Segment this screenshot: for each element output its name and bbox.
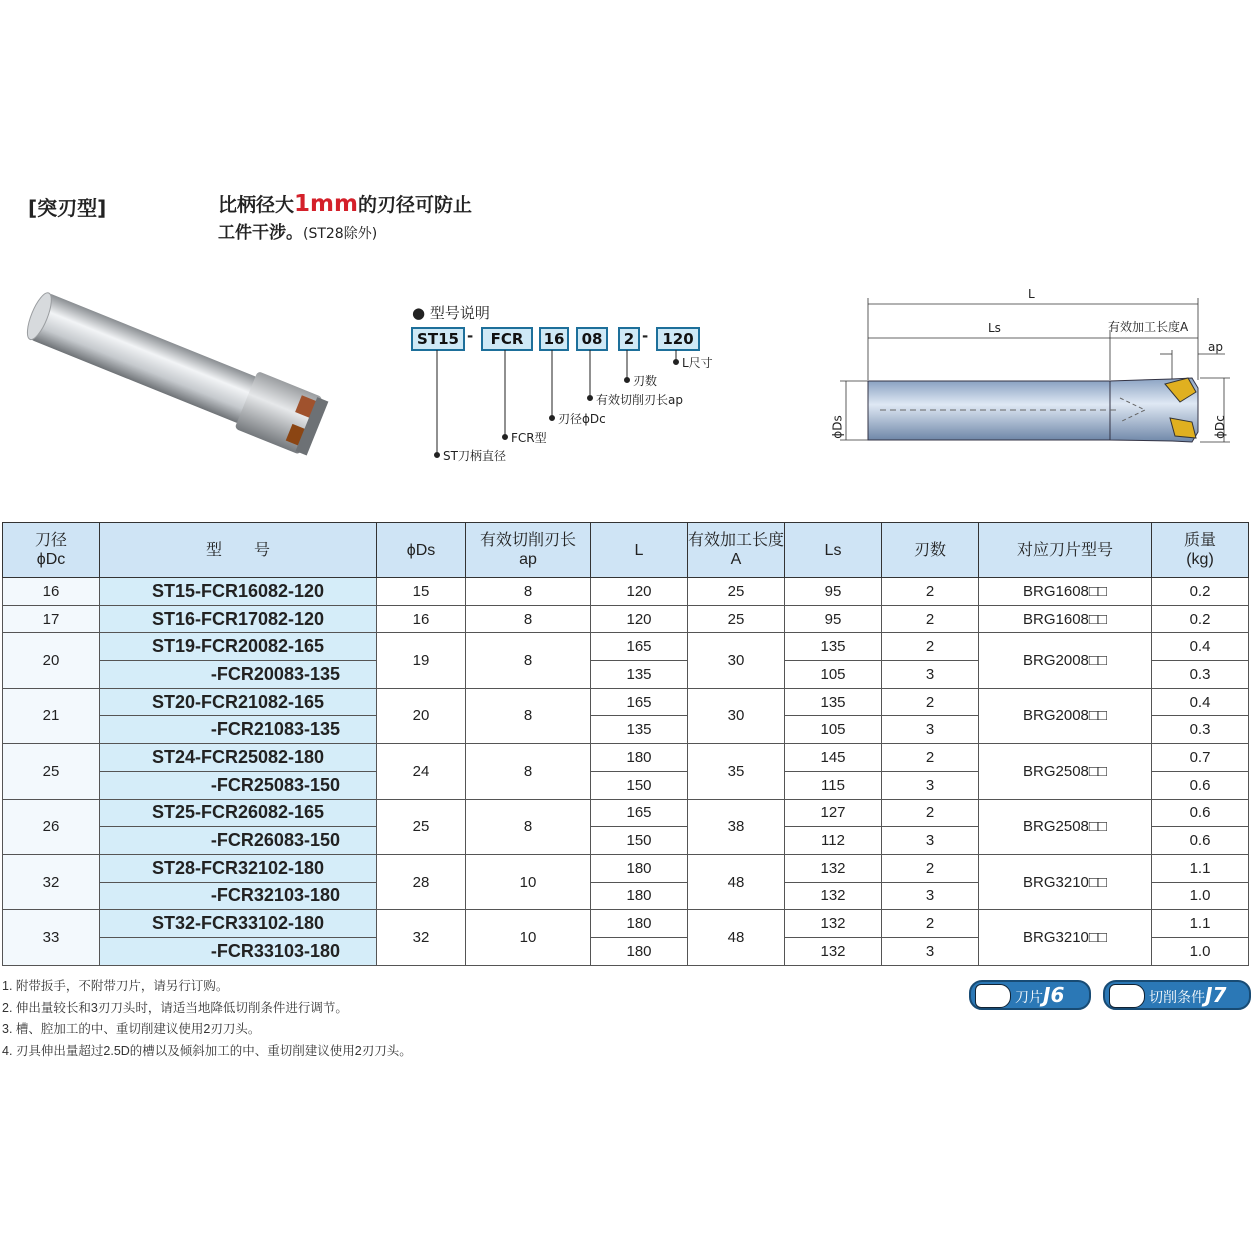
cell-mass: 0.3 — [1152, 661, 1249, 689]
cell-mass: 1.0 — [1152, 937, 1249, 965]
note-4: 4. 刃具伸出量超过2.5D的槽以及倾斜加工的中、重切削建议使用2刃刀头。 — [2, 1043, 412, 1058]
cell-mass: 0.4 — [1152, 633, 1249, 661]
dim-ap: ap — [1208, 340, 1223, 354]
cell-ds: 20 — [377, 688, 466, 743]
cell-model: -FCR32103-180 — [100, 882, 377, 910]
cell-insert: BRG3210□□ — [979, 910, 1152, 965]
model-explain-title: ● 型号说明 — [412, 304, 490, 322]
cell-model: ST25-FCR26082-165 — [100, 799, 377, 827]
cell-model: ST20-FCR21082-165 — [100, 688, 377, 716]
label-length: L尺寸 — [682, 356, 713, 370]
cell-teeth: 3 — [882, 882, 979, 910]
cell-mass: 1.1 — [1152, 910, 1249, 938]
cell-teeth: 2 — [882, 799, 979, 827]
cell-model: ST19-FCR20082-165 — [100, 633, 377, 661]
cell-insert: BRG2508□□ — [979, 799, 1152, 854]
cell-dc: 21 — [3, 688, 100, 743]
headline-line2-text: 工件干涉。 — [218, 223, 303, 243]
cell-model: ST16-FCR17082-120 — [100, 605, 377, 633]
cell-ap: 8 — [466, 799, 591, 854]
cell-model: -FCR20083-135 — [100, 661, 377, 689]
code-dash-1: - — [467, 327, 474, 345]
cell-ap: 8 — [466, 744, 591, 799]
cell-L: 150 — [591, 827, 688, 855]
notes — [2, 976, 412, 1062]
cell-model: ST15-FCR16082-120 — [100, 578, 377, 606]
cell-teeth: 2 — [882, 605, 979, 633]
headline-red: 1mm — [294, 191, 358, 217]
cell-teeth: 3 — [882, 827, 979, 855]
cell-ap: 10 — [466, 910, 591, 965]
headline-line2-note: (ST28除外) — [303, 226, 378, 242]
col-model: 型 号 — [100, 523, 377, 578]
label-type: FCR型 — [511, 431, 547, 445]
label-shank: ST刀柄直径 — [443, 449, 506, 463]
col-insert: 对应刀片型号 — [979, 523, 1152, 578]
cell-model: -FCR21083-135 — [100, 716, 377, 744]
cell-Ls: 132 — [785, 854, 882, 882]
note-3: 3. 槽、腔加工的中、重切削建议使用2刃刀头。 — [2, 1022, 261, 1036]
headline-pre: 比柄径大 — [218, 194, 295, 216]
cell-dc: 17 — [3, 605, 100, 633]
cell-Ls: 105 — [785, 716, 882, 744]
label-diameter: 刃径ϕDc — [558, 412, 606, 426]
cell-teeth: 2 — [882, 744, 979, 772]
cell-Ls: 95 — [785, 605, 882, 633]
tool-drawing — [820, 280, 1250, 470]
col-ds: ϕDs — [377, 523, 466, 578]
cell-dc: 26 — [3, 799, 100, 854]
cell-L: 120 — [591, 578, 688, 606]
cell-Ls: 132 — [785, 882, 882, 910]
cell-Ls: 145 — [785, 744, 882, 772]
pointing-hand-icon — [975, 984, 1011, 1008]
tool-photo — [14, 280, 354, 480]
cell-ds: 16 — [377, 605, 466, 633]
cell-mass: 0.6 — [1152, 771, 1249, 799]
cell-insert: BRG1608□□ — [979, 605, 1152, 633]
cell-ds: 32 — [377, 910, 466, 965]
cell-L: 180 — [591, 937, 688, 965]
dim-A: 有效加工长度A — [1108, 320, 1189, 334]
cell-A: 25 — [688, 578, 785, 606]
cell-Ls: 112 — [785, 827, 882, 855]
insert-ref-label: 刀片 — [1015, 990, 1043, 1006]
cell-model: ST32-FCR33102-180 — [100, 910, 377, 938]
cell-mass: 0.4 — [1152, 688, 1249, 716]
cell-mass: 0.6 — [1152, 827, 1249, 855]
cell-A: 30 — [688, 633, 785, 688]
code-type: FCR — [481, 327, 533, 351]
pointing-hand-icon — [1109, 984, 1145, 1008]
table-header-row — [3, 523, 1249, 578]
cell-insert: BRG2008□□ — [979, 688, 1152, 743]
cell-insert: BRG2008□□ — [979, 633, 1152, 688]
cell-L: 180 — [591, 854, 688, 882]
col-Ls: Ls — [785, 523, 882, 578]
code-ap: 08 — [576, 327, 608, 351]
dim-ds: ϕDs — [830, 415, 845, 439]
cell-L: 180 — [591, 744, 688, 772]
cell-teeth: 2 — [882, 854, 979, 882]
cell-dc: 33 — [3, 910, 100, 965]
col-dc: 刀径 ϕDc — [3, 523, 100, 578]
cell-ap: 10 — [466, 854, 591, 909]
cell-Ls: 115 — [785, 771, 882, 799]
cell-ds: 19 — [377, 633, 466, 688]
col-teeth: 刃数 — [882, 523, 979, 578]
cell-L: 165 — [591, 633, 688, 661]
table-row — [3, 578, 1249, 606]
col-ap: 有效切削刃长 ap — [466, 523, 591, 578]
cell-dc: 32 — [3, 854, 100, 909]
cell-insert: BRG2508□□ — [979, 744, 1152, 799]
cell-L: 135 — [591, 661, 688, 689]
cell-insert: BRG1608□□ — [979, 578, 1152, 606]
cell-ds: 24 — [377, 744, 466, 799]
col-L: L — [591, 523, 688, 578]
cell-L: 165 — [591, 688, 688, 716]
table-row — [3, 688, 1249, 716]
label-teeth: 刃数 — [633, 374, 658, 388]
cell-L: 135 — [591, 716, 688, 744]
cell-Ls: 132 — [785, 937, 882, 965]
table-row — [3, 605, 1249, 633]
code-length: 120 — [656, 327, 700, 351]
cell-Ls: 105 — [785, 661, 882, 689]
table-row — [3, 854, 1249, 882]
cell-teeth: 3 — [882, 716, 979, 744]
cell-ap: 8 — [466, 633, 591, 688]
cell-L: 120 — [591, 605, 688, 633]
dim-Ls: Ls — [988, 321, 1001, 335]
cell-Ls: 135 — [785, 633, 882, 661]
cell-L: 150 — [591, 771, 688, 799]
cell-mass: 0.6 — [1152, 799, 1249, 827]
cell-teeth: 3 — [882, 661, 979, 689]
cell-A: 38 — [688, 799, 785, 854]
note-2: 2. 伸出量较长和3刃刀头时，请适当地降低切削条件进行调节。 — [2, 1000, 348, 1015]
dim-dc: ϕDc — [1212, 415, 1227, 439]
cell-mass: 0.2 — [1152, 578, 1249, 606]
code-diameter: 16 — [539, 327, 569, 351]
cell-L: 180 — [591, 882, 688, 910]
cell-model: -FCR25083-150 — [100, 771, 377, 799]
col-mass: 质量 (kg) — [1152, 523, 1249, 578]
cell-L: 165 — [591, 799, 688, 827]
cell-teeth: 2 — [882, 633, 979, 661]
cell-Ls: 132 — [785, 910, 882, 938]
cell-teeth: 2 — [882, 578, 979, 606]
note-1: 1. 附带扳手，不附带刀片，请另行订购。 — [2, 979, 229, 993]
table-row — [3, 910, 1249, 938]
cell-model: ST24-FCR25082-180 — [100, 744, 377, 772]
cell-mass: 1.0 — [1152, 882, 1249, 910]
cell-Ls: 95 — [785, 578, 882, 606]
cell-A: 48 — [688, 854, 785, 909]
cell-A: 30 — [688, 688, 785, 743]
table-row — [3, 633, 1249, 661]
code-dash-2: - — [642, 327, 649, 345]
cell-A: 25 — [688, 605, 785, 633]
cell-ds: 25 — [377, 799, 466, 854]
cell-mass: 1.1 — [1152, 854, 1249, 882]
table-row — [3, 744, 1249, 772]
headline-line2 — [218, 218, 377, 243]
cell-dc: 20 — [3, 633, 100, 688]
table-row — [3, 799, 1249, 827]
cell-model: ST28-FCR32102-180 — [100, 854, 377, 882]
cell-dc: 16 — [3, 578, 100, 606]
cell-Ls: 127 — [785, 799, 882, 827]
cell-teeth: 3 — [882, 937, 979, 965]
cell-dc: 25 — [3, 744, 100, 799]
cell-ap: 8 — [466, 605, 591, 633]
insert-ref-page: J6 — [1043, 983, 1065, 1007]
cell-mass: 0.2 — [1152, 605, 1249, 633]
headline — [218, 192, 472, 217]
dim-L: L — [1028, 287, 1035, 301]
headline-post: 的刃径可防止 — [357, 194, 472, 216]
col-A: 有效加工长度 A — [688, 523, 785, 578]
code-teeth: 2 — [618, 327, 640, 351]
cell-ap: 8 — [466, 578, 591, 606]
code-shank: ST15 — [411, 327, 465, 351]
spec-table-body — [3, 578, 1249, 966]
cell-ds: 15 — [377, 578, 466, 606]
conditions-ref-page: J7 — [1205, 983, 1227, 1007]
cell-A: 48 — [688, 910, 785, 965]
cell-L: 180 — [591, 910, 688, 938]
cell-insert: BRG3210□□ — [979, 854, 1152, 909]
label-ap: 有效切削刃长ap — [596, 393, 683, 407]
cell-teeth: 2 — [882, 688, 979, 716]
cell-teeth: 3 — [882, 771, 979, 799]
spec-table — [2, 522, 1249, 966]
type-title: [突刃型] — [28, 196, 107, 220]
cell-ds: 28 — [377, 854, 466, 909]
cell-teeth: 2 — [882, 910, 979, 938]
conditions-page-link[interactable] — [1103, 980, 1251, 1010]
cell-model: -FCR33103-180 — [100, 937, 377, 965]
cell-mass: 0.7 — [1152, 744, 1249, 772]
cell-Ls: 135 — [785, 688, 882, 716]
conditions-ref-label: 切削条件 — [1149, 990, 1205, 1006]
insert-page-link[interactable] — [969, 980, 1091, 1010]
cell-ap: 8 — [466, 688, 591, 743]
cell-model: -FCR26083-150 — [100, 827, 377, 855]
cell-mass: 0.3 — [1152, 716, 1249, 744]
cell-A: 35 — [688, 744, 785, 799]
